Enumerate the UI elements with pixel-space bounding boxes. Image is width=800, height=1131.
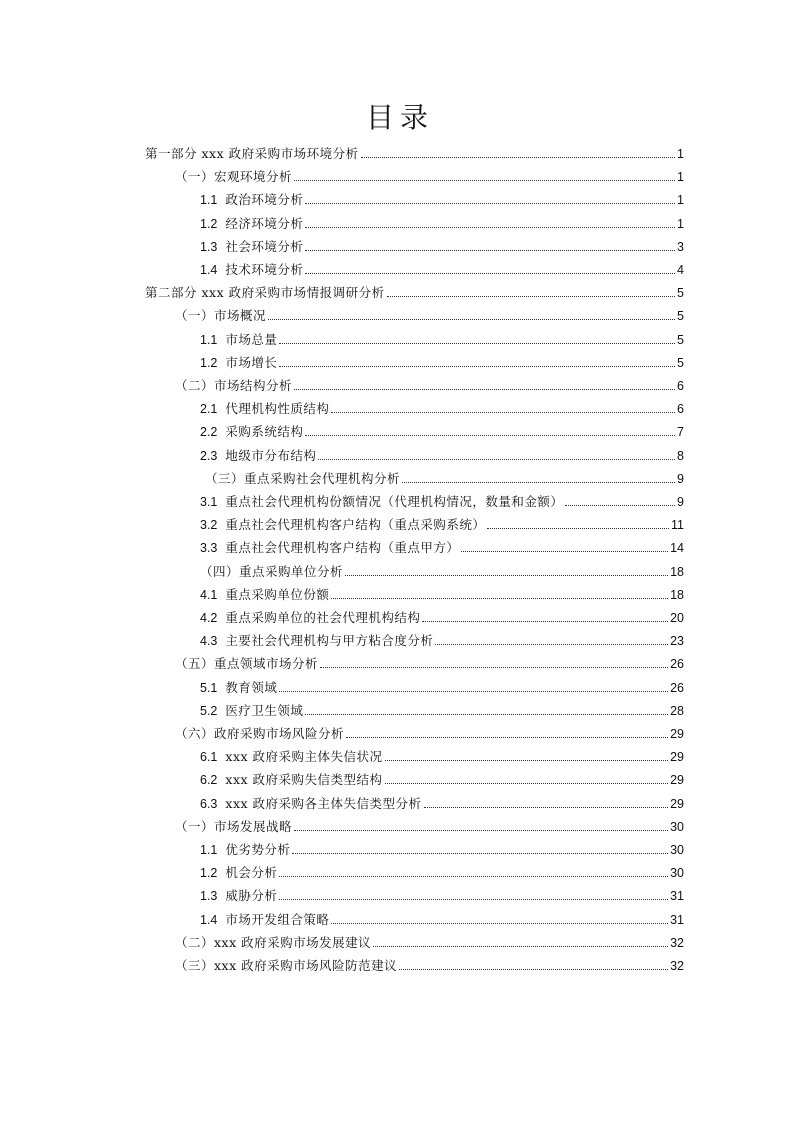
toc-entry[interactable]: [200, 351, 684, 371]
toc-entry-label: （一）市场发展战略: [175, 818, 293, 834]
toc-entry-label: 市场增长: [225, 354, 278, 370]
toc-entry-page-number: 30: [670, 819, 684, 834]
toc-entry-page-number: 28: [670, 703, 684, 718]
dot-leader: [305, 203, 675, 204]
toc-entry-page-number: 6: [677, 402, 684, 417]
dot-leader: [305, 227, 675, 228]
toc-entry-number: 1.1: [200, 843, 218, 857]
toc-entry-page-number: 9: [677, 471, 684, 486]
toc-entry-number: 5.2: [200, 703, 218, 718]
toc-entry-page-number: 18: [670, 564, 684, 579]
dot-leader: [294, 389, 675, 390]
dot-leader: [294, 180, 675, 181]
dot-leader: [387, 296, 675, 297]
toc-entry-page-number: 29: [670, 727, 684, 741]
toc-entry[interactable]: [175, 931, 684, 951]
toc-entry-page-number: 3: [677, 239, 684, 254]
toc-entry-label: （三）重点采购社会代理机构分析: [205, 470, 401, 486]
toc-entry-page-number: 18: [670, 587, 684, 602]
toc-entry-label: （一）市场概况: [175, 308, 267, 324]
toc-entry-label: （一）宏观环境分析: [175, 169, 293, 185]
toc-entry-label: 社会环境分析: [225, 238, 304, 254]
toc-entry-label: 教育领域: [225, 679, 278, 695]
toc-entry[interactable]: [200, 328, 684, 348]
toc-entry-number: 5.1: [200, 680, 218, 695]
toc-entry[interactable]: [200, 420, 684, 440]
toc-entry-label: （五）重点领域市场分析: [175, 656, 319, 672]
toc-entry-label: 政治环境分析: [225, 192, 304, 208]
dot-leader: [318, 459, 675, 460]
toc-entry-page-number: 32: [670, 959, 684, 973]
toc-entry-page-number: 30: [670, 843, 684, 857]
toc-entry-label: 第二部分 xxx 政府采购市场情报调研分析: [145, 285, 385, 301]
toc-entry-page-number: 11: [671, 518, 684, 533]
toc-entry-label: xxx 政府采购各主体失信类型分析: [225, 795, 422, 811]
toc-entry-number: 1.1: [200, 193, 218, 208]
toc-entry-number: 4.3: [200, 634, 218, 649]
toc-entry-page-number: 29: [670, 773, 684, 788]
toc-entry[interactable]: [200, 676, 684, 696]
toc-entry-label: 代理机构性质结构: [225, 401, 330, 417]
dot-leader: [385, 760, 669, 761]
toc-entry[interactable]: [200, 560, 684, 580]
dot-leader: [331, 598, 668, 599]
toc-entry-label: （二）xxx 政府采购市场发展建议: [175, 934, 372, 950]
toc-entry-number: 1.1: [200, 332, 218, 347]
toc-entry-label: 技术环境分析: [225, 262, 304, 277]
toc-entry-label: （二）市场结构分析: [175, 378, 293, 393]
toc-entry[interactable]: [200, 606, 684, 626]
toc-entry-number: 6.3: [200, 796, 218, 811]
toc-entry-label: 机会分析: [225, 865, 278, 881]
toc-entry[interactable]: [145, 142, 684, 162]
dot-leader: [294, 830, 668, 831]
toc-entry[interactable]: [200, 536, 684, 556]
toc-title: 目录: [365, 101, 434, 134]
toc-entry-label: （六）政府采购市场风险分析: [175, 726, 345, 741]
toc-entry-number: 1.2: [200, 355, 218, 370]
toc-entry[interactable]: [200, 838, 684, 858]
toc-entry-page-number: 23: [670, 634, 684, 649]
toc-entry-page-number: 4: [677, 263, 684, 277]
toc-entry-page-number: 32: [670, 935, 684, 950]
toc-entry[interactable]: [175, 304, 684, 324]
toc-entry-label: 重点采购单位份额: [225, 586, 330, 602]
toc-entry-label: 第一部分 xxx 政府采购市场环境分析: [145, 146, 359, 161]
toc-entry-label: 市场总量: [225, 331, 278, 347]
toc-entry[interactable]: [175, 722, 684, 742]
dot-leader: [422, 621, 668, 622]
toc-entry-number: 4.2: [200, 611, 218, 625]
toc-entry-label: xxx 政府采购失信类型结构: [225, 772, 383, 788]
toc-entry-page-number: 5: [677, 309, 684, 324]
toc-entry-page-number: 7: [677, 425, 684, 440]
toc-entry-label: 采购系统结构: [225, 424, 304, 440]
dot-leader: [279, 899, 668, 900]
toc-entry-page-number: 29: [670, 750, 684, 765]
dot-leader: [565, 505, 675, 506]
dot-leader: [279, 366, 675, 367]
toc-entry[interactable]: [200, 583, 684, 603]
toc-entry[interactable]: [145, 281, 684, 301]
toc-entry[interactable]: [175, 815, 684, 835]
toc-entry-number: 2.1: [200, 402, 218, 417]
toc-entry-label: 重点采购单位的社会代理机构结构: [225, 610, 421, 625]
dot-leader: [279, 343, 675, 344]
toc-entry[interactable]: [200, 235, 684, 255]
toc-entry-number: 1.4: [200, 912, 218, 927]
toc-entry-label: 医疗卫生领域: [225, 702, 304, 718]
toc-entry-page-number: 14: [670, 541, 684, 556]
toc-entry[interactable]: [175, 652, 684, 672]
toc-entry-label: 经济环境分析: [225, 215, 304, 231]
dot-leader: [305, 250, 675, 251]
toc-entry-number: 3.1: [200, 495, 218, 509]
toc-entry-page-number: 31: [670, 889, 684, 904]
toc-entry-label: 主要社会代理机构与甲方粘合度分析: [225, 633, 434, 649]
dot-leader: [305, 273, 675, 274]
toc-entry-label: 重点社会代理机构客户结构（重点采购系统）: [225, 517, 486, 533]
toc-entry-page-number: 31: [670, 912, 684, 927]
toc-entry[interactable]: [200, 258, 684, 278]
toc-entry[interactable]: [200, 212, 684, 232]
toc-entry-label: 重点社会代理机构客户结构（重点甲方）: [225, 540, 460, 556]
dot-leader: [320, 667, 668, 668]
toc-entry[interactable]: [200, 444, 684, 464]
toc-entry-label: xxx 政府采购主体失信状况: [225, 749, 383, 765]
toc-entry-number: 1.2: [200, 216, 218, 231]
toc-entry-page-number: 20: [670, 611, 684, 625]
toc-entry-number: 6.1: [200, 750, 218, 765]
toc-entry-label: 地级市分布结构: [225, 447, 317, 463]
dot-leader: [345, 575, 668, 576]
dot-leader: [361, 157, 675, 158]
dot-leader: [279, 691, 668, 692]
toc-entry-number: 1.3: [200, 889, 218, 904]
toc-entry-label: 优劣势分析: [225, 842, 291, 857]
toc-entry[interactable]: [175, 165, 684, 185]
dot-leader: [461, 551, 668, 552]
toc-entry[interactable]: [175, 374, 684, 394]
toc-entry-label: 重点社会代理机构份额情况（代理机构情况，数量和金额）: [225, 494, 564, 509]
dot-leader: [402, 482, 675, 483]
dot-leader: [331, 923, 668, 924]
toc-entry[interactable]: [200, 908, 684, 928]
toc-entry-page-number: 5: [677, 286, 684, 301]
toc-entry[interactable]: [200, 188, 684, 208]
toc-entry-page-number: 5: [677, 332, 684, 347]
toc-entry-number: 1.4: [200, 263, 218, 277]
toc-entry-number: 3.3: [200, 541, 218, 556]
dot-leader: [268, 319, 675, 320]
toc-entry[interactable]: [200, 792, 684, 812]
dot-leader: [385, 783, 669, 784]
toc-entry[interactable]: [200, 768, 684, 788]
dot-leader: [487, 528, 669, 529]
toc-entry-page-number: 1: [677, 193, 684, 208]
toc-entry[interactable]: [200, 861, 684, 881]
toc-entry[interactable]: [200, 490, 684, 510]
dot-leader: [305, 714, 668, 715]
toc-entry-page-number: 30: [670, 866, 684, 881]
toc-entry-page-number: 8: [677, 448, 684, 463]
toc-entry-label: 威胁分析: [225, 888, 278, 904]
toc-entry[interactable]: [200, 397, 684, 417]
toc-entry[interactable]: [175, 954, 684, 974]
toc-entry-number: 2.3: [200, 448, 218, 463]
toc-entry-page-number: 9: [677, 495, 684, 509]
dot-leader: [373, 946, 668, 947]
toc-entry-page-number: 1: [677, 170, 684, 185]
toc-entry[interactable]: [200, 884, 684, 904]
toc-entry[interactable]: [200, 513, 684, 533]
dot-leader: [399, 969, 668, 970]
toc-entry[interactable]: [200, 745, 684, 765]
dot-leader: [424, 807, 669, 808]
dot-leader: [279, 876, 668, 877]
dot-leader: [435, 644, 668, 645]
toc-entry-label: （四）重点采购单位分析: [200, 563, 344, 579]
toc-entry-number: 1.3: [200, 239, 218, 254]
toc-entry-page-number: 29: [670, 796, 684, 811]
toc-entry[interactable]: [200, 629, 684, 649]
toc-entry-number: 4.1: [200, 587, 218, 602]
toc-entry-label: 市场开发组合策略: [225, 911, 330, 927]
toc-entry-number: 2.2: [200, 425, 218, 440]
toc-entry-page-number: 6: [677, 379, 684, 393]
dot-leader: [305, 435, 675, 436]
dot-leader: [331, 412, 675, 413]
toc-entry-number: 1.2: [200, 866, 218, 881]
dot-leader: [346, 737, 668, 738]
toc-entry-page-number: 26: [670, 680, 684, 695]
dot-leader: [292, 853, 668, 854]
toc-entry-page-number: 5: [677, 355, 684, 370]
toc-entry-number: 6.2: [200, 773, 218, 788]
toc-entry[interactable]: [200, 699, 684, 719]
toc-entry[interactable]: [205, 467, 684, 487]
toc-entry-page-number: 26: [670, 657, 684, 672]
toc-entry-number: 3.2: [200, 518, 218, 533]
toc-entry-page-number: 1: [677, 147, 684, 161]
toc-entry-label: （三）xxx 政府采购市场风险防范建议: [175, 958, 398, 973]
toc-entry-page-number: 1: [677, 216, 684, 231]
